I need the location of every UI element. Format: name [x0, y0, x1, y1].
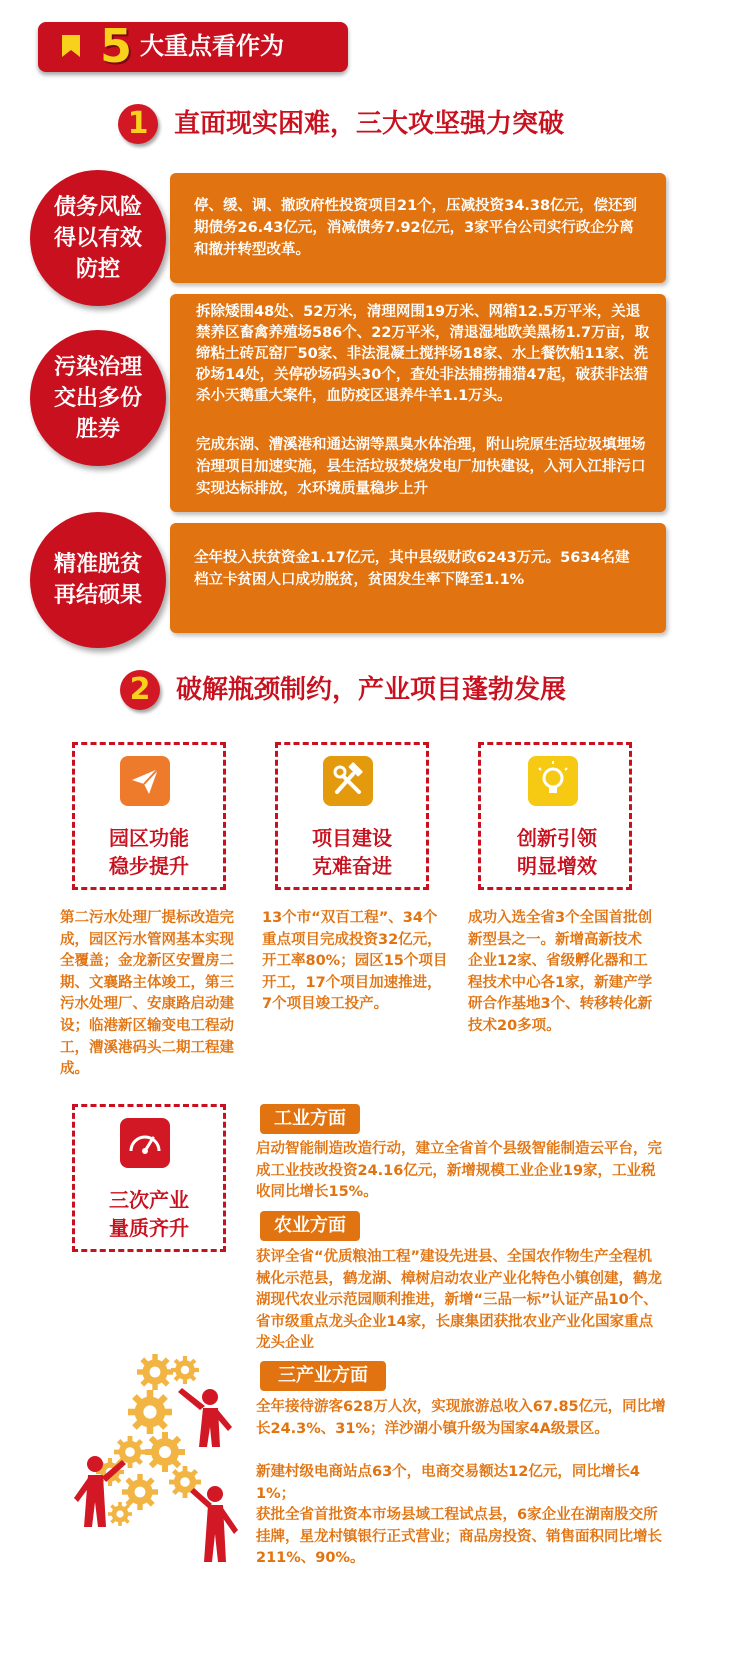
- section2-number-badge: 2: [120, 670, 160, 710]
- debt-risk-box: [170, 173, 666, 283]
- section2-title: 破解瓶颈制约，产业项目蓬勃发展: [176, 675, 567, 705]
- tertiary-text-2: 新建村级电商站点63个，电商交易额达12亿元，同比增长41%；: [256, 1464, 640, 1502]
- industry-tag: 工业方面: [260, 1104, 360, 1134]
- agriculture-tag: 农业方面: [260, 1211, 360, 1241]
- tertiary-tag: 三产业方面: [260, 1361, 386, 1391]
- poverty-circle: [30, 512, 166, 648]
- tertiary-text-3: 获批全省首批资本市场县域工程试点县，6家企业在湖南股交所挂牌，星龙村镇银行正式营业；商品房投资、销售面积同比增长211%、90%。: [256, 1507, 662, 1567]
- gears-people-illustration: [60, 1352, 250, 1652]
- poverty-text: 全年投入扶贫资金1.17亿元，其中县级财政6243万元。5634名建档立卡贫困人口成功脱贫，贫困发生率下降至1.1%: [194, 550, 630, 588]
- debt-risk-circle: [30, 170, 166, 306]
- tertiary-text-1: 全年接待游客628万人次，实现旅游总收入67.85亿元，同比增长24.3%、31%；洋沙湖小镇升级为国家4A级景区。: [256, 1399, 666, 1437]
- pollution-text-1: 拆除矮围48处、52万米，清理网围19万米、网箱12.5万平米，关退禁养区畜禽养殖场586个、22万平米，清退湿地欧美黑杨1.7万亩，取缔粘土砖瓦窑厂50家、非法混凝土搅拌场18家、水上餐饮船11家、洗砂场14处，关停砂场码头30个，查处非法捕捞捕猎47起，破获非法猎杀小天鹅重大案件，血防疫区退养牛羊1.1万头。: [196, 304, 650, 404]
- project-construction-title: 项目建设 克难奋进: [312, 826, 392, 878]
- park-function-desc: 第二污水处理厂提标改造完成，园区污水管网基本实现全覆盖；金龙新区安置房二期、文襄路主体竣工，第三污水处理厂、安康路启动建设；临港新区输变电工程动工，漕溪港码头二期工程建成。: [60, 910, 234, 1078]
- innovation-desc: 成功入选全省3个全国首批创新型县之一。新增高新技术企业12家、省级孵化器和工程技术中心各1家，新建产学研合作基地3个、转移转化新技术20多项。: [468, 910, 653, 1034]
- debt-risk-label: 债务风险 得以有效 防控: [53, 194, 142, 282]
- industry-text: 启动智能制造改造行动，建立全省首个县级智能制造云平台，完成工业技改投资24.16亿元，新增规模工业企业19家，工业税收同比增长15%。: [256, 1141, 662, 1201]
- bookmark-icon: [58, 33, 84, 59]
- paper-plane-icon: [120, 756, 170, 806]
- banner-number: 5: [100, 19, 133, 73]
- section1-number-badge: 1: [118, 104, 158, 144]
- poverty-box: [170, 523, 666, 633]
- innovation-title: 创新引领 明显增效: [517, 826, 597, 878]
- gauge-icon: [120, 1118, 170, 1168]
- banner-title: 大重点看作为: [140, 32, 284, 60]
- section1-title: 直面现实困难，三大攻坚强力突破: [174, 109, 565, 139]
- pollution-label: 污染治理 交出多份 胜券: [53, 354, 142, 442]
- park-function-title: 园区功能 稳步提升: [109, 826, 189, 878]
- lightbulb-icon: [528, 756, 578, 806]
- poverty-label: 精准脱贫 再结硕果: [53, 552, 142, 608]
- project-construction-desc: 13个市“双百工程”、34个重点项目完成投资32亿元，开工率80%；园区15个项目开工，17个项目加速推进，7个项目竣工投产。: [262, 910, 448, 1013]
- industry-card-title: 三次产业 量质齐升: [109, 1188, 189, 1240]
- pollution-circle: [30, 330, 166, 466]
- pollution-text-2: 完成东湖、漕溪港和通达湖等黑臭水体治理，附山垸原生活垃圾填埋场治理项目加速实施，县生活垃圾焚烧发电厂加快建设，入河入江排污口实现达标排放，水环境质量稳步上升: [196, 437, 646, 497]
- agriculture-text: 获评全省“优质粮油工程”建设先进县、全国农作物生产全程机械化示范县，鹤龙湖、樟树启动农业产业化特色小镇创建，鹤龙湖现代农业示范园顺利推进，新增“三品一标”认证产品10个、省市级重点龙头企业14家，长康集团获批农业产业化国家重点龙头企业: [256, 1249, 662, 1352]
- pollution-box: [170, 294, 666, 512]
- hammer-wrench-icon: [323, 756, 373, 806]
- debt-risk-text: 停、缓、调、撤政府性投资项目21个，压减投资34.38亿元，偿还到期债务26.43亿元，消减债务7.92亿元，3家平台公司实行政企分离和撤并转型改革。: [194, 198, 638, 258]
